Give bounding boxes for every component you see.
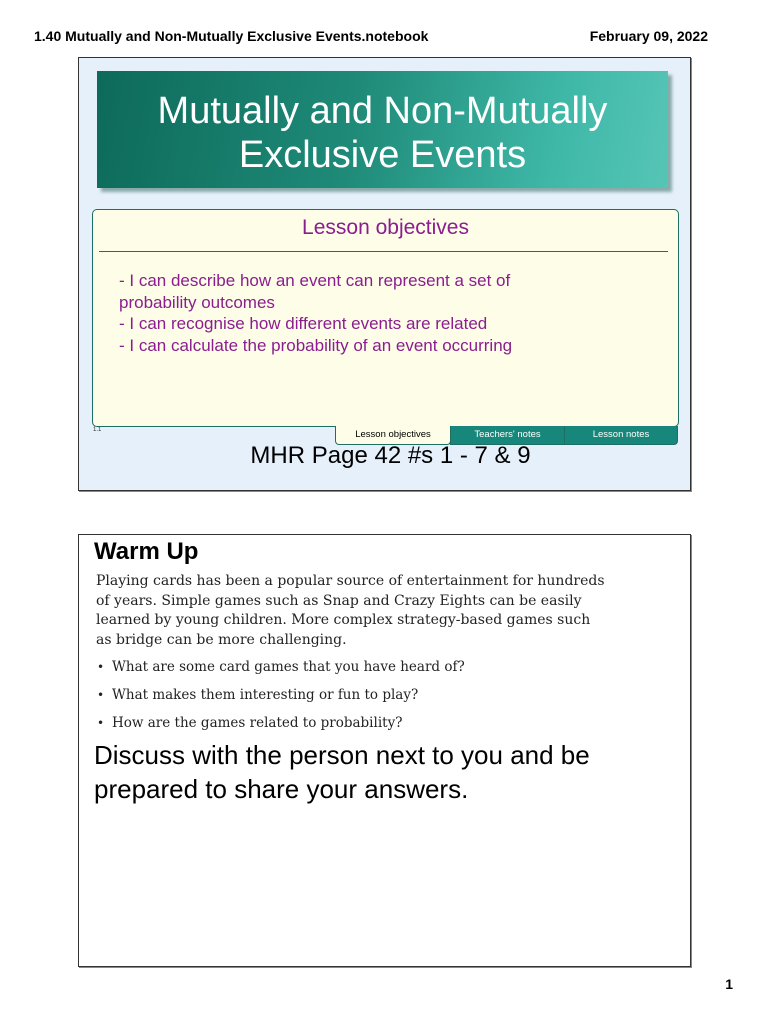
discussion-line-1: Discuss with the person next to you and be (94, 740, 590, 770)
document-date: February 09, 2022 (589, 28, 708, 44)
tab-lesson-objectives[interactable]: Lesson objectives (335, 426, 451, 445)
objectives-divider (99, 251, 668, 252)
slide-number: 1.1 (93, 427, 102, 433)
question-text: What are some card games that you have heard of? (112, 659, 465, 675)
homework-reference: MHR Page 42 #s 1 - 7 & 9 (250, 442, 531, 469)
document-title: 1.40 Mutually and Non-Mutually Exclusive Events.notebook (34, 28, 429, 44)
warm-up-heading: Warm Up (94, 538, 199, 565)
question-item (97, 659, 465, 687)
bullet-icon: • (97, 660, 105, 674)
tab-lesson-notes[interactable]: Lesson notes (564, 426, 678, 445)
discussion-prompt (94, 738, 654, 806)
objective-line: - I can recognise how different events are related (119, 314, 488, 333)
page-header (34, 28, 708, 48)
tab-teachers-notes[interactable]: Teachers' notes (450, 426, 565, 445)
objective-line: - I can calculate the probability of an event occurring (119, 335, 513, 355)
objectives-list (119, 270, 658, 356)
question-text: What makes them interesting or fun to play? (112, 687, 419, 703)
intro-line: learned by young children. More complex strategy-based games such (96, 612, 591, 628)
title-banner (97, 71, 668, 188)
question-item (97, 687, 465, 715)
discussion-line-2: prepared to share your answers. (94, 774, 469, 804)
intro-line: of years. Simple games such as Snap and Crazy Eights can be easily (96, 592, 582, 609)
bullet-icon: • (97, 688, 105, 702)
intro-paragraph (96, 572, 616, 650)
intro-line: Playing cards has been a popular source of entertainment for hundreds (96, 573, 605, 589)
objective-line: probability outcomes (119, 292, 275, 312)
slide-title (97, 89, 668, 177)
objectives-heading: Lesson objectives (302, 216, 469, 239)
question-list (97, 659, 465, 743)
slide-title-line-2: Exclusive Events (238, 134, 527, 176)
slide-2 (78, 534, 691, 967)
question-text: How are the games related to probability? (112, 715, 403, 731)
intro-line: as bridge can be more challenging. (96, 631, 347, 648)
page-number: 1 (725, 976, 733, 992)
lesson-objectives-panel (92, 209, 679, 427)
objective-line: - I can describe how an event can represent a set of (119, 271, 511, 290)
bullet-icon: • (97, 716, 105, 730)
slide-title-line-1: Mutually and Non-Mutually (157, 90, 608, 132)
slide-1 (78, 57, 691, 491)
